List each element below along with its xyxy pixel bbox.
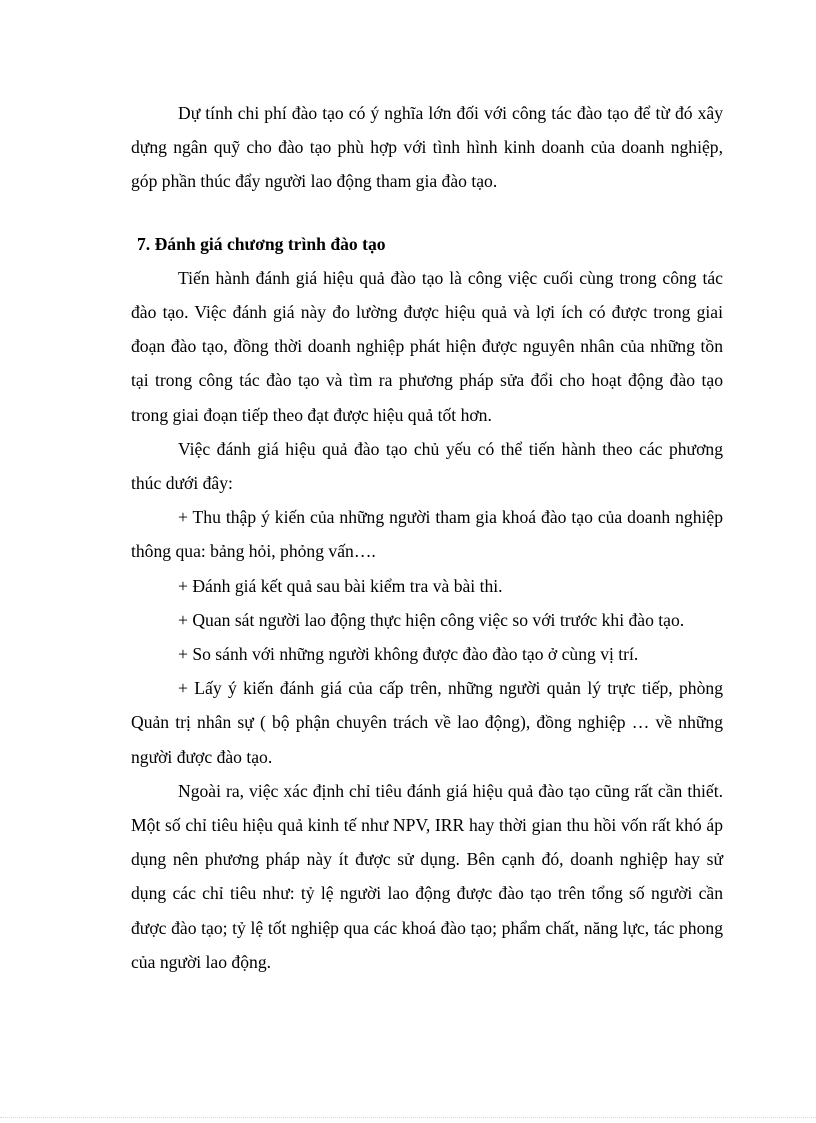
page-bottom-divider bbox=[0, 1117, 816, 1118]
paragraph-evaluation-criteria: Ngoài ra, việc xác định chỉ tiêu đánh giá hiệu quả đào tạo cũng rất cần thiết. Một số chỉ tiêu hiệu quả kinh tế như NPV, IRR hay thời gian thu hồi vốn rất khó áp dụng nên phương pháp này ít được sử dụng. Bên cạnh đó, doanh nghiệp hay sử dụng các chỉ tiêu như: tỷ lệ người lao động được đào tạo trên tổng số người cần được đào tạo; tỷ lệ tốt nghiệp qua các khoá đào tạo; phẩm chất, năng lực, tác phong của người lao động. bbox=[131, 780, 723, 972]
bullet-supervisor-opinions: + Lấy ý kiến đánh giá của cấp trên, những người quản lý trực tiếp, phòng Quản trị nhân sự ( bộ phận chuyên trách về lao động), đồng nghiệp … về những người được đào tạo. bbox=[131, 678, 723, 767]
paragraph-evaluation-intro: Tiến hành đánh giá hiệu quả đào tạo là công việc cuối cùng trong công tác đào tạo. Việc đánh giá này đo lường được hiệu quả và lợi ích có được trong giai đoạn đào tạo, đồng thời doanh nghiệp phát hiện được nguyên nhân của những tồn tại trong công tác đào tạo và tìm ra phương pháp sửa đổi cho hoạt động đào tạo trong giai đoạn tiếp theo đạt được hiệu quả tốt hơn. bbox=[131, 267, 723, 425]
bullet-collect-opinions: + Thu thập ý kiến của những người tham gia khoá đào tạo của doanh nghiệp thông qua: bảng hỏi, phỏng vấn…. bbox=[131, 507, 723, 562]
document-body bbox=[131, 96, 723, 979]
bullet-test-results: + Đánh giá kết quả sau bài kiểm tra và bài thi. bbox=[178, 575, 503, 596]
section-heading: 7. Đánh giá chương trình đào tạo bbox=[137, 233, 386, 254]
bullet-compare-untrained: + So sánh với những người không được đào đào tạo ở cùng vị trí. bbox=[178, 644, 639, 665]
paragraph-training-cost: Dự tính chi phí đào tạo có ý nghĩa lớn đối với công tác đào tạo để từ đó xây dựng ngân quỹ cho đào tạo phù hợp với tình hình kinh doanh của doanh nghiệp, góp phần thúc đẩy người lao động tham gia đào tạo. bbox=[131, 103, 723, 192]
bullet-observe-workers: + Quan sát người lao động thực hiện công việc so với trước khi đào tạo. bbox=[178, 609, 685, 630]
paragraph-evaluation-methods: Việc đánh giá hiệu quả đào tạo chủ yếu có thể tiến hành theo các phương thúc dưới đây: bbox=[131, 438, 723, 494]
